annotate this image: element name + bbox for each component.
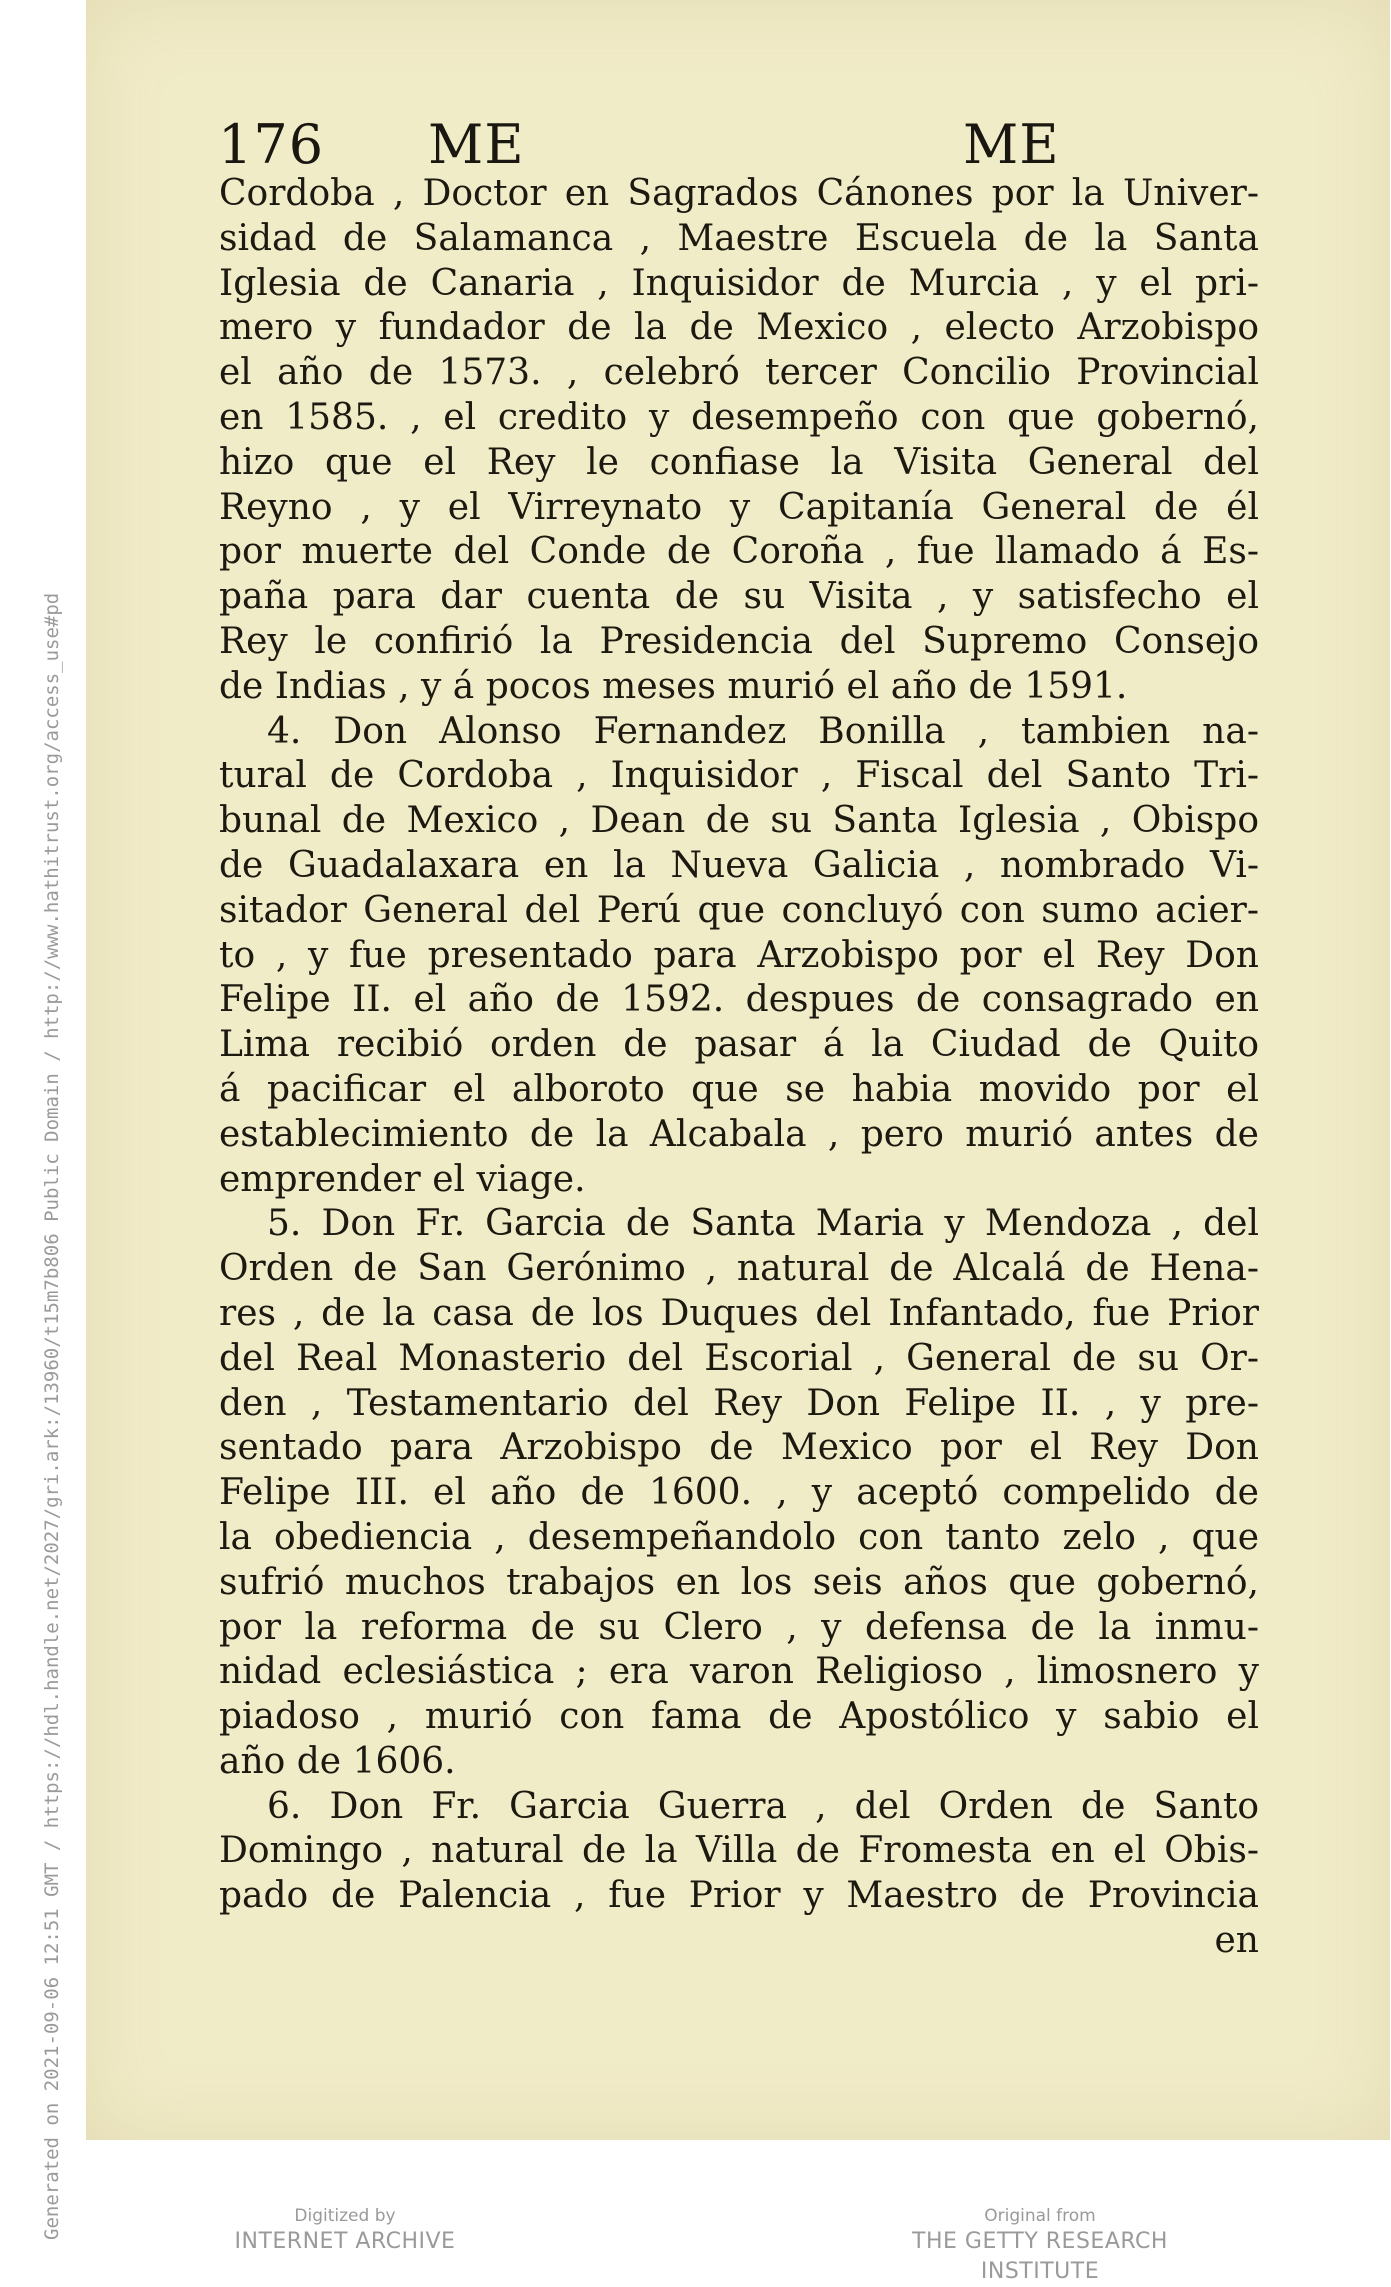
getty-institute-label: THE GETTY RESEARCH INSTITUTE [912, 2229, 1168, 2284]
text-line: Domingo , natural de la Villa de Fromesta en el Obis- [219, 1830, 1259, 1872]
text-line: piadoso , murió con fama de Apostólico y sabio el [219, 1696, 1259, 1738]
text-line: de Indias , y á pocos meses murió el año de 1591. [219, 665, 1128, 707]
page-number: 176 [218, 113, 325, 176]
text-line: sidad de Salamanca , Maestre Escuela de la Santa [219, 217, 1259, 259]
text-line: Felipe II. el año de 1592. despues de consagrado en [219, 979, 1259, 1021]
text-line: paña para dar cuenta de su Visita , y satisfecho el [219, 576, 1259, 618]
text-line: sufrió muchos trabajos en los seis años que gobernó, [219, 1561, 1259, 1603]
text-line: sitador General del Perú que concluyó con sumo acier- [219, 889, 1259, 931]
text-line: den , Testamentario del Rey Don Felipe II. , y pre- [219, 1382, 1259, 1424]
text-line: tural de Cordoba , Inquisidor , Fiscal del Santo Tri- [219, 755, 1259, 797]
text-line: del Real Monasterio del Escorial , General de su Or- [219, 1337, 1259, 1379]
running-head-right: ME [963, 113, 1060, 176]
text-line: Iglesia de Canaria , Inquisidor de Murcia , y el pri- [219, 262, 1259, 304]
text-line: por la reforma de su Clero , y defensa de la inmu- [219, 1606, 1259, 1648]
text-line: á pacificar el alboroto que se habia movido por el [219, 1068, 1259, 1110]
text-line: res , de la casa de los Duques del Infantado, fue Prior [219, 1292, 1259, 1334]
text-line: en 1585. , el credito y desempeño con que gobernó, [219, 396, 1259, 438]
original-from-label: Original from [984, 2206, 1096, 2226]
text-line: Felipe III. el año de 1600. , y aceptó compelido de [219, 1472, 1259, 1514]
internet-archive-label: INTERNET ARCHIVE [234, 2229, 456, 2254]
running-head-left: ME [428, 113, 525, 176]
text-line: pado de Palencia , fue Prior y Maestro de Provincia [219, 1875, 1259, 1917]
text-line: Reyno , y el Virreynato y Capitanía General de él [219, 486, 1259, 528]
text-line: hizo que el Rey le confiase la Visita General del [219, 441, 1259, 483]
digitized-by-credit [230, 2205, 460, 2257]
text-line: por muerte del Conde de Coroña , fue llamado á Es- [219, 531, 1259, 573]
text-line: bunal de Mexico , Dean de su Santa Iglesia , Obispo [219, 800, 1259, 842]
text-line: año de 1606. [219, 1740, 456, 1782]
paragraph-start-6: 6. Don Fr. Garcia Guerra , del Orden de Santo [267, 1785, 1259, 1827]
text-line: nidad eclesiástica ; era varon Religioso , limosnero y [219, 1651, 1259, 1693]
body-text [219, 172, 1259, 1964]
text-line: Orden de San Gerónimo , natural de Alcalá de Hena- [219, 1248, 1259, 1290]
text-line: Lima recibió orden de pasar á la Ciudad de Quito [219, 1024, 1259, 1066]
text-line: Rey le confirió la Presidencia del Supremo Consejo [219, 620, 1259, 662]
text-line: establecimiento de la Alcabala , pero murió antes de [219, 1113, 1259, 1155]
text-line: to , y fue presentado para Arzobispo por el Rey Don [219, 934, 1259, 976]
text-line: emprender el viage. [219, 1158, 586, 1200]
scan-footer [0, 2205, 1391, 2284]
text-line: sentado para Arzobispo de Mexico por el Rey Don [219, 1427, 1259, 1469]
paragraph-start-5: 5. Don Fr. Garcia de Santa Maria y Mendoza , del [267, 1203, 1259, 1245]
text-line: Cordoba , Doctor en Sagrados Cánones por la Univer- [219, 173, 1259, 214]
generated-stamp-text: Generated on 2021-09-06 12:51 GMT / https://hdl.handle.net/2027/gri.ark:/13960/t15m7b806 Public Domain / http://www.hathitrust.org/access_use#pd [41, 592, 63, 2240]
hathitrust-side-stamp [0, 0, 80, 2271]
catchword: en [1214, 1920, 1259, 1962]
text-line: el año de 1573. , celebró tercer Concilio Provincial [219, 352, 1259, 394]
text-line: de Guadalaxara en la Nueva Galicia , nombrado Vi- [219, 844, 1259, 886]
paragraph-start-4: 4. Don Alonso Fernandez Bonilla , tambien na- [267, 710, 1259, 752]
scanned-page [86, 0, 1390, 2140]
text-line: mero y fundador de la de Mexico , electo Arzobispo [219, 307, 1259, 349]
original-from-credit [850, 2205, 1230, 2287]
digitized-by-label: Digitized by [294, 2206, 396, 2226]
text-line: la obediencia , desempeñandolo con tanto zelo , que [219, 1516, 1259, 1558]
